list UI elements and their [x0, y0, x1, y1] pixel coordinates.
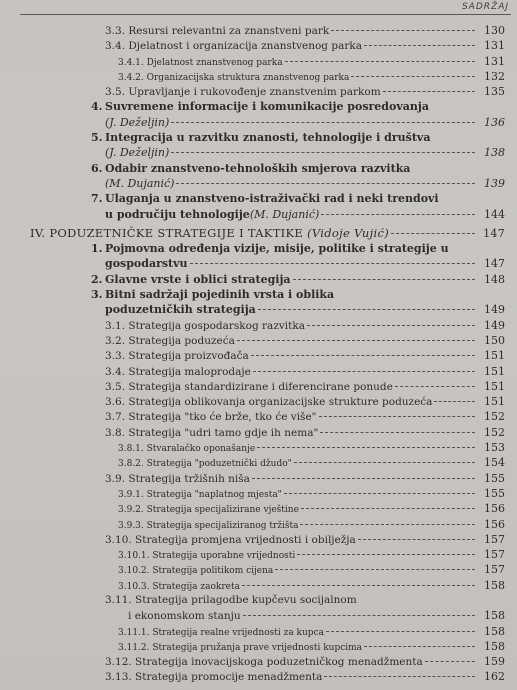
toc-entry: 3.8.2. Strategija "poduzetnički džudo" 154	[118, 456, 505, 470]
toc-entry: 3.4. Strategija maloprodaje 151	[105, 364, 505, 378]
toc-entry: 3.1. Strategija gospodarskog razvitka 149	[105, 318, 505, 332]
toc-chapter: 7. Ulaganja u znanstveno-istraživački rad i neki trendovi	[91, 192, 439, 206]
toc-entry: 3.2. Strategija poduzeća 150	[105, 333, 505, 347]
toc-entry: 3.8. Strategija "udri tamo gdje ih nema" 152	[105, 425, 505, 439]
running-head: SADRŽAJ	[461, 2, 509, 12]
toc-entry: 3.4.2. Organizacijska struktura znanstvenog parka 132	[118, 69, 505, 83]
header-rule	[20, 14, 511, 15]
toc-chapter-author: (J. Deželjin) 138	[105, 146, 505, 160]
toc-entry: i ekonomskom stanju 158	[128, 609, 505, 623]
toc-entry: 3.8.1. Stvaralačko oponašanje 153	[118, 441, 505, 455]
toc-chapter: 6. Odabir znanstveno-tehnoloških smjerova razvitka	[91, 161, 411, 175]
toc-entry: 3.5. Upravljanje i rukovođenje znanstvenim parkom 135	[105, 85, 505, 99]
toc-chapter-continuation: u područiju tehnologije (M. Dujanić) 144	[105, 207, 505, 221]
toc-chapter: 2. Glavne vrste i oblici strategija 148	[91, 272, 505, 286]
toc-entry: 3.10.3. Strategija zaokreta 158	[118, 578, 505, 592]
toc-entry: 3.3. Strategija proizvođača 151	[105, 349, 505, 363]
toc-chapter: 1. Pojmovna određenja vizije, misije, politike i strategije u	[91, 242, 449, 256]
toc-chapter: 4. Suvremene informacije i komunikacije posredovanja	[91, 100, 429, 114]
toc-chapter-author: (J. Deželjin) 136	[105, 115, 505, 129]
toc-entry: 3.11. Strategija prilagodbe kupčevu socijalnom	[105, 593, 357, 606]
toc-entry: 3.4. Djelatnost i organizacija znanstvenog parka 131	[105, 39, 505, 53]
toc-chapter-continuation: poduzetničkih strategija 149	[105, 303, 505, 317]
toc-chapter: 3. Bitni sadržaji pojedinih vrsta i oblika	[91, 288, 335, 302]
toc-entry: 3.10.1. Strategija uporabne vrijednosti 157	[118, 548, 505, 562]
toc-entry: 3.4.1. Djelatnost znanstvenog parka 131	[118, 54, 505, 68]
toc-entry: 3.10. Strategija promjena vrijednosti i obilježja 157	[105, 532, 505, 546]
toc-entry: 3.9.3. Strategija specijaliziranog tržišta 156	[118, 517, 505, 531]
toc-entry: 3.5. Strategija standardizirane i diferencirane ponude 151	[105, 379, 505, 393]
toc-chapter: 5. Integracija u razvitku znanosti, tehnologije i društva	[91, 131, 431, 145]
toc-entry: 3.13. Strategija promocije menadžmenta 162	[105, 670, 505, 684]
table-of-contents	[0, 23, 517, 685]
toc-entry: 3.7. Strategija "tko će brže, tko će više" 152	[105, 410, 505, 424]
toc-entry: 3.12. Strategija inovacijskoga poduzetničkog menadžmenta 159	[105, 655, 505, 669]
toc-entry: 3.9.2. Strategija specijalizirane vještine 156	[118, 502, 505, 516]
toc-entry: 3.9.1. Strategija "naplatnog mjesta" 155	[118, 486, 505, 500]
toc-part: IV. PODUZETNIČKE STRATEGIJE I TAKTIKE (Vidoje Vujić) 147	[30, 225, 505, 240]
toc-entry: 3.11.2. Strategija pružanja prave vrijednosti kupcima 158	[118, 639, 505, 653]
toc-entry: 3.9. Strategija tržišnih niša 155	[105, 471, 505, 485]
toc-chapter-author: (M. Dujanić) 139	[105, 176, 505, 190]
toc-entry: 3.3. Resursi relevantni za znanstveni park 130	[105, 24, 505, 37]
toc-entry: 3.10.2. Strategija politikom cijena 157	[118, 563, 505, 577]
toc-entry: 3.6. Strategija oblikovanja organizacijske strukture poduzeća 151	[105, 395, 505, 409]
toc-entry: 3.11.1. Strategija realne vrijednosti za kupca 158	[118, 624, 505, 638]
toc-chapter-continuation: gospodarstvu 147	[105, 257, 505, 271]
